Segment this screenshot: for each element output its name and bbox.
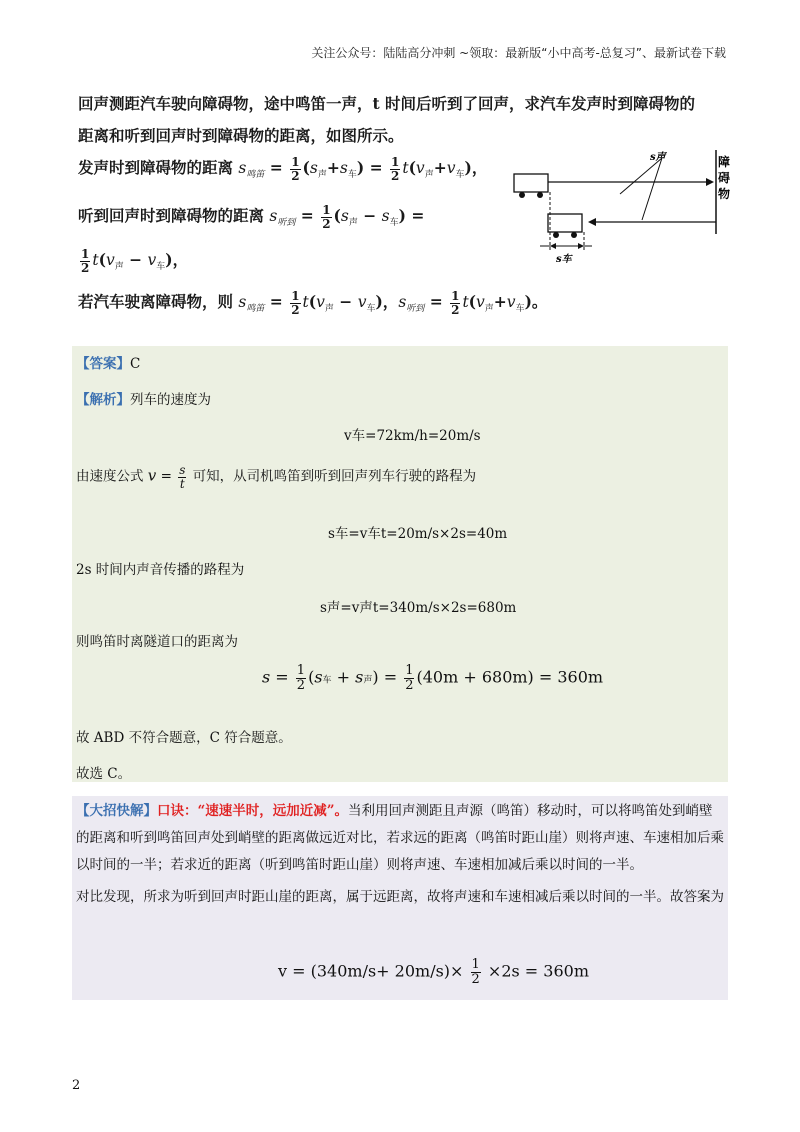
label-s-sheng: s声 (650, 152, 666, 163)
trick-equation: v = (340m/s+ 20m/s)× $\frac{1}{2}$ ×2s = 360m (278, 957, 590, 987)
scan-line-4: 听到回声时到障碍物的距离 $s_{听到}$ = $\frac{1}{2}$ $(s_声 - s_车)$ = (78, 203, 425, 231)
page-header: 关注公众号：陆陆高分冲刺 ~领取：最新版“小中高考-总复习”、最新试卷下载 (311, 46, 726, 60)
label-obstacle-1: 障 (718, 155, 731, 169)
trick-slogan: 口诀：“速速半时，远加近减”。 (157, 803, 349, 819)
scan-line-4-prefix: 听到回声时到障碍物的距离 (78, 206, 265, 226)
equation-4: s = $\frac{1}{2}$ (s车 + s声) = $\frac{1}{2}$ (40m + 680m) = 360m (262, 663, 604, 693)
equation-1: v车=72km/h=20m/s (344, 428, 481, 444)
scan-line-3-prefix: 发声时到障碍物的距离 (78, 158, 234, 178)
analysis-text-6: 故选 C。 (76, 766, 132, 782)
scan-line-1: 回声测距汽车驶向障碍物，途中鸣笛一声，t 时间后听到了回声，求汽车发声时到障碍物的 (78, 94, 696, 113)
analysis-tag: 【解析】 (76, 392, 130, 408)
answer-value: C (130, 356, 141, 372)
trick-eq-right: ×2s = 360m (487, 961, 590, 981)
scan-line-5: $\frac{1}{2}$ $t(v_声 - v_车)$， (81, 247, 189, 275)
answer-line (76, 352, 140, 372)
equation-2: s车=v车t=20m/s×2s=40m (328, 526, 508, 542)
label-obstacle-2: 碍 (718, 171, 731, 185)
trick-eq-left: v = (340m/s+ 20m/s)× (278, 961, 464, 981)
scanned-excerpt (74, 90, 731, 330)
answer-tag: 【答案】 (76, 356, 130, 372)
analysis-line (76, 388, 211, 408)
page-number: 2 (72, 1078, 81, 1093)
trick-tag: 【大招快解】 (76, 803, 157, 819)
scan-line-3: 发声时到障碍物的距离 $s_{鸣笛}$ = $\frac{1}{2}$ $(s_声+s_车)$ = $\frac{1}{2}$ $t(v_声+v_车)$， (78, 155, 488, 183)
scan-line-6-prefix: 若汽车驶离障碍物，则 (78, 292, 234, 312)
analysis-text-4: 则鸣笛时离隧道口的距离为 (76, 634, 238, 650)
label-obstacle-3: 物 (718, 187, 731, 201)
analysis-text-2b: 可知，从司机鸣笛到听到回声列车行驶的路程为 (192, 468, 477, 485)
scan-line-6: 若汽车驶离障碍物，则 $s_{鸣笛}$ = $\frac{1}{2}$ $t(v_声 - v_车)$，$s_{听到}$ = $\frac{1}{2}$ $t(v_声+v_车)$。 (78, 289, 548, 317)
equation-3: s声=v声t=340m/s×2s=680m (320, 600, 517, 616)
label-s-che: s车 (556, 254, 572, 265)
analysis-text-3: 2s 时间内声音传播的路程为 (76, 562, 245, 578)
car-whistle (514, 174, 548, 192)
analysis-line-2: 由速度公式 v = $\frac{s}{t}$ 可知，从司机鸣笛到听到回声列车行驶的路程为 (76, 463, 477, 491)
echo-diagram (512, 150, 731, 270)
trick-paragraph-2: 对比发现，所求为听到回声时距山崖的距离，属于远距离，故将声速和车速相减后乘以时间的一半。故答案为 (76, 889, 724, 905)
trick-para-1: 当利用回声测距且声源（鸣笛）移动时，可以将鸣笛处到峭壁的距离和听到鸣笛回声处到峭壁的距离做远近对比，若求远的距离（鸣笛时距山崖）则将声速、车速相加后乘以时间的一半；若求近的距离（听到鸣笛时距山崖）则将声速、车速相加减后乘以时间的一半。 (76, 803, 724, 873)
analysis-text-1: 列车的速度为 (130, 392, 211, 408)
equation-4-result: (40m + 680m) = 360m (416, 667, 604, 687)
trick-box (72, 796, 728, 1000)
answer-box (72, 346, 728, 782)
car-echo (548, 214, 582, 232)
scan-line-2: 距离和听到回声时到障碍物的距离，如图所示。 (78, 126, 404, 145)
trick-paragraph-1 (76, 798, 724, 879)
analysis-text-5: 故 ABD 不符合题意，C 符合题意。 (76, 730, 292, 746)
analysis-text-2a: 由速度公式 (76, 468, 144, 485)
